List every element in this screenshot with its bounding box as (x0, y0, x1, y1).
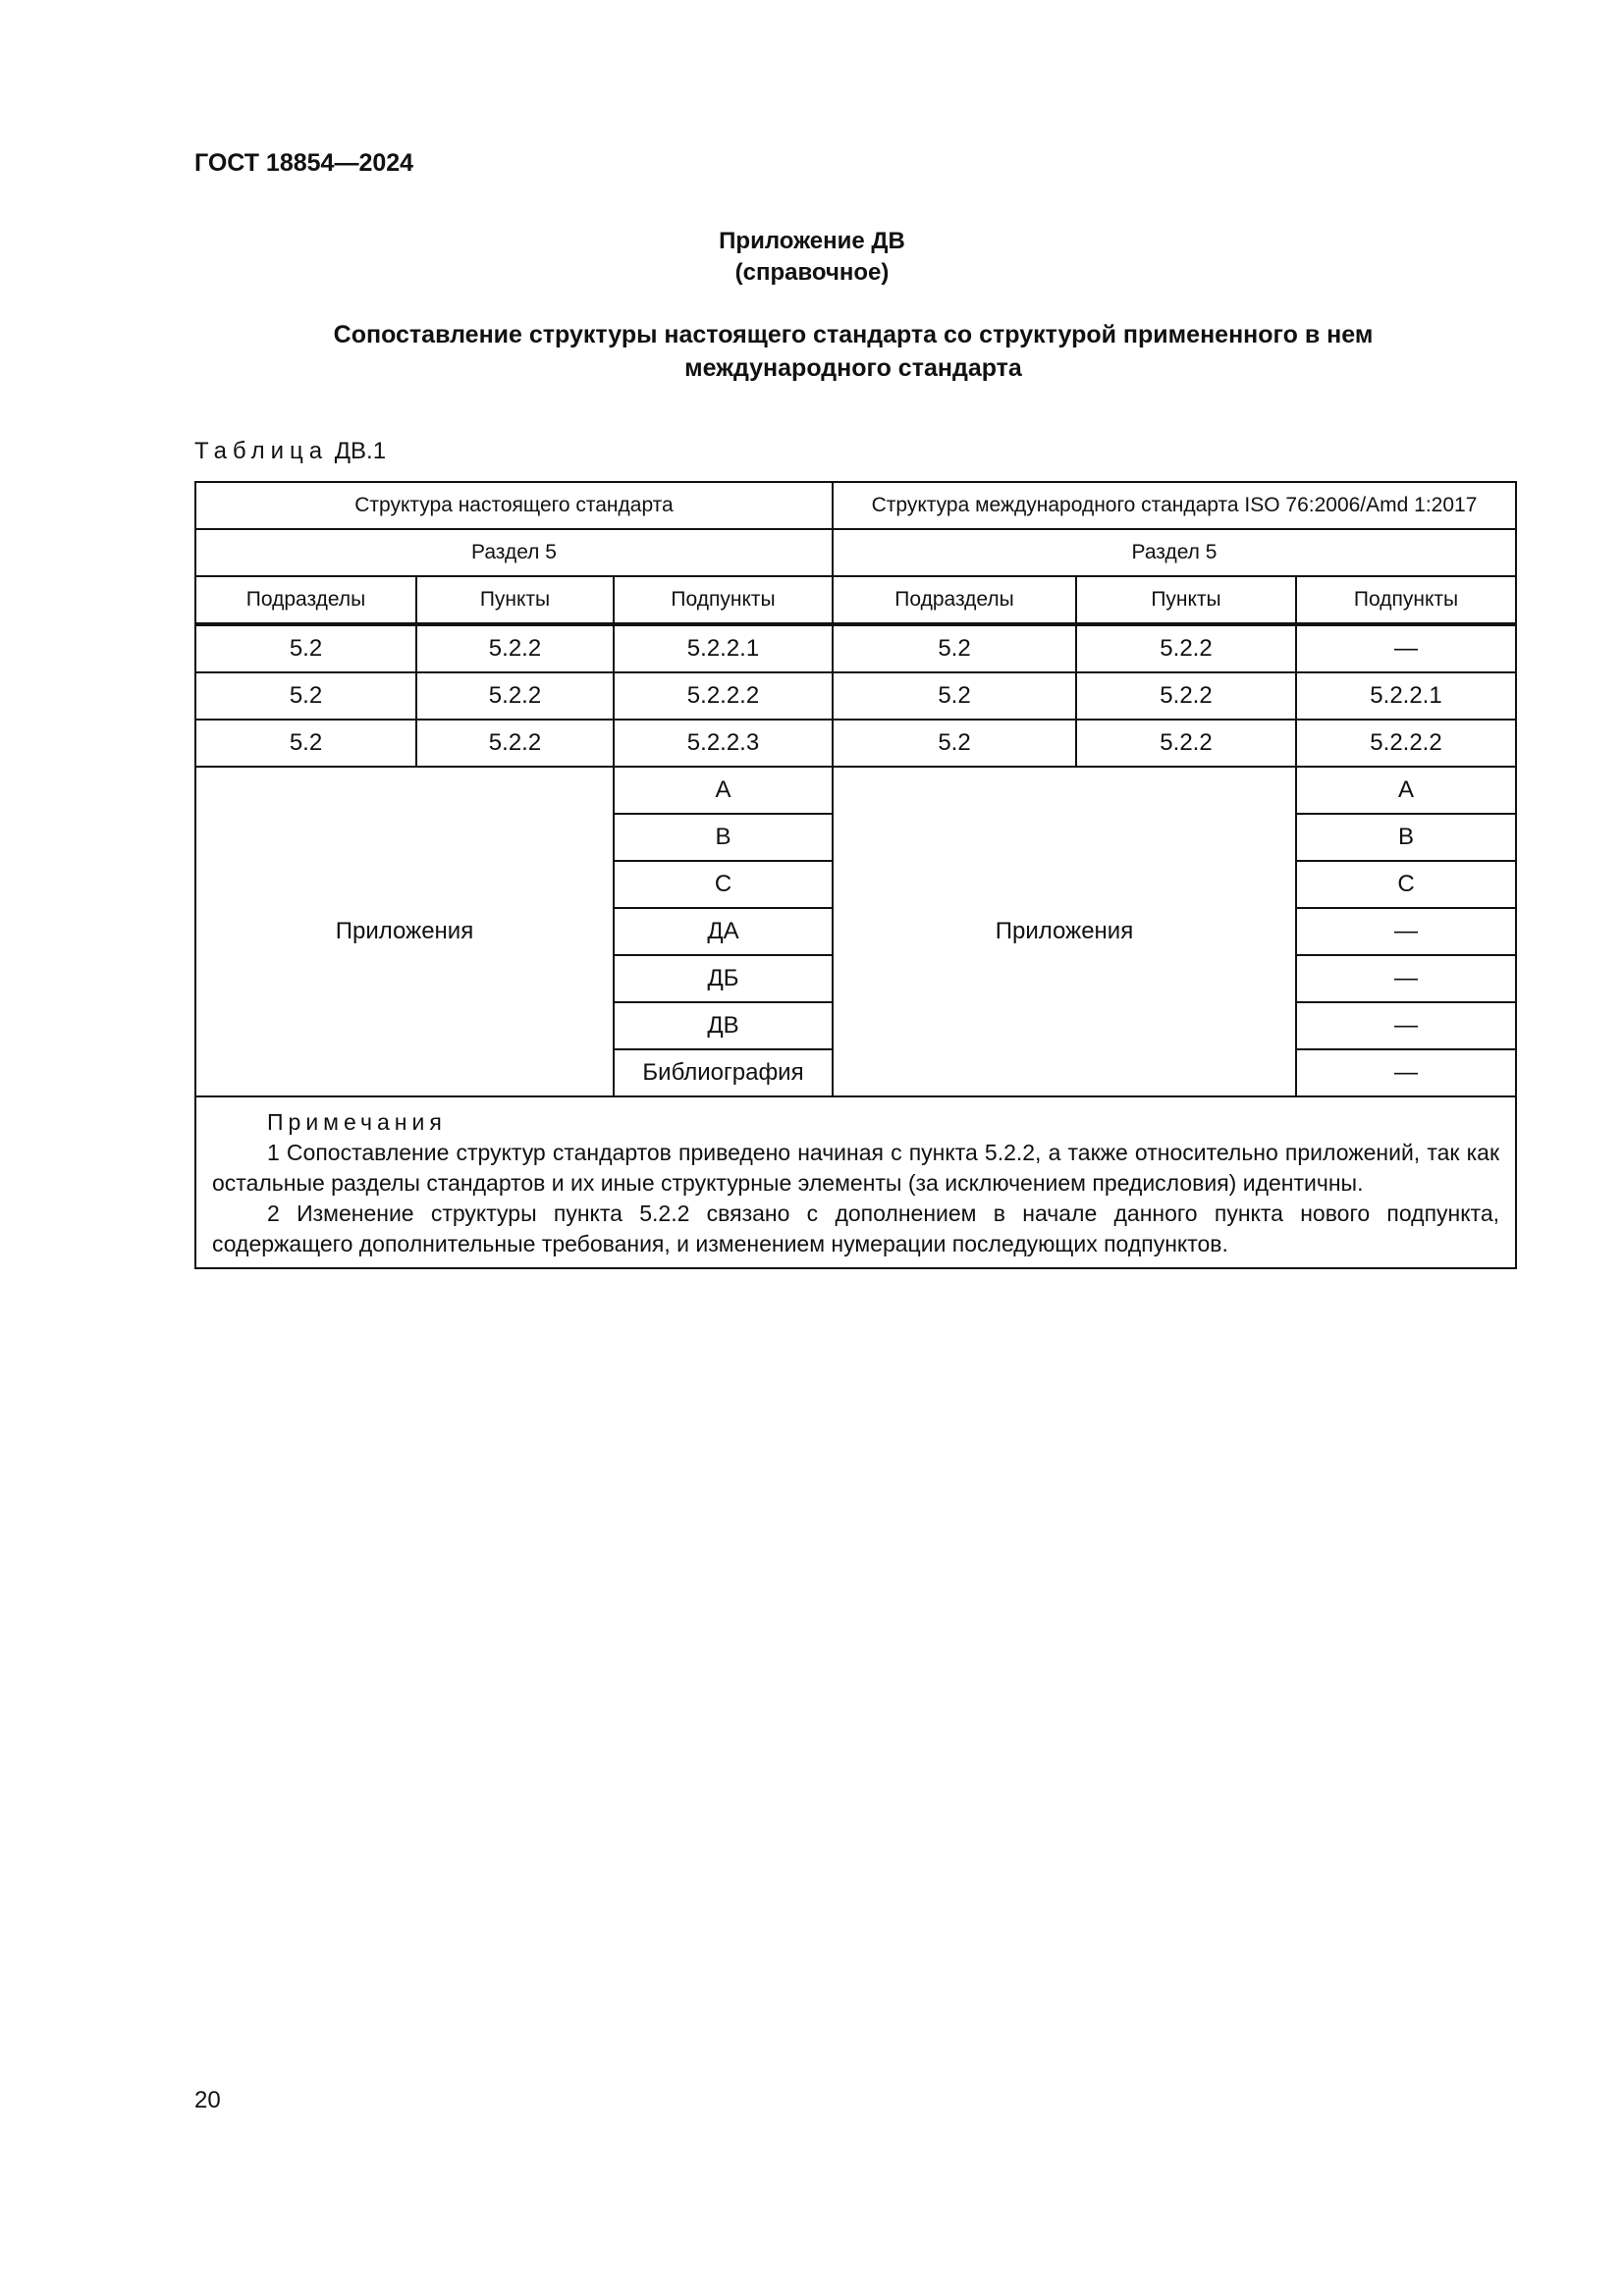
appendix-cell-right: А (1296, 767, 1516, 814)
comparison-table (194, 481, 1517, 1269)
table-cell: 5.2 (833, 624, 1076, 672)
right-structure-header: Структура международного стандарта ISO 76:2006/Amd 1:2017 (833, 482, 1516, 529)
appendix-cell-right: В (1296, 814, 1516, 861)
appendix-cell-left: ДВ (614, 1002, 833, 1049)
main-title (245, 318, 1461, 385)
table-caption-word: Таблица (194, 438, 329, 464)
table-cell: 5.2 (195, 624, 416, 672)
table-cell: 5.2.2 (416, 672, 614, 720)
appendix-cell-left: В (614, 814, 833, 861)
appendix-cell-right: С (1296, 861, 1516, 908)
appendices-label-left: Приложения (195, 767, 614, 1096)
table-cell: 5.2 (833, 672, 1076, 720)
table-cell: 5.2.2 (1076, 720, 1296, 767)
appendix-cell-left: Библиография (614, 1049, 833, 1096)
column-header: Подпункты (614, 576, 833, 624)
table-header-row (195, 482, 1516, 529)
appendix-cell-right: — (1296, 955, 1516, 1002)
appendix-cell-left: ДБ (614, 955, 833, 1002)
note-item: 2 Изменение структуры пункта 5.2.2 связано с дополнением в начале данного пункта нового подпункта, содержащего дополнительные требования, и изменением нумерации последующих подпунктов. (212, 1201, 1500, 1256)
appendix-cell-left: С (614, 861, 833, 908)
main-title-line-2: международного стандарта (684, 354, 1022, 382)
appendix-cell-right: — (1296, 1049, 1516, 1096)
table-row (195, 720, 1516, 767)
notes-row (195, 1096, 1516, 1268)
table-cell: 5.2.2.1 (614, 624, 833, 672)
table-cell: 5.2.2.2 (1296, 720, 1516, 767)
column-header: Пункты (1076, 576, 1296, 624)
table-cell: 5.2 (195, 672, 416, 720)
table-cell: 5.2.2 (1076, 624, 1296, 672)
note-item: 1 Сопоставление структур стандартов приведено начиная с пункта 5.2.2, а также относительно приложений, так как остальные разделы стандартов и их иные структурные элементы (за исключением предисловия) идентичны. (212, 1140, 1500, 1196)
table-columns-row (195, 576, 1516, 624)
table-caption (194, 438, 386, 465)
column-header: Пункты (416, 576, 614, 624)
appendix-title: Приложение ДВ (719, 228, 905, 254)
column-header: Подразделы (195, 576, 416, 624)
appendix-cell-left: ДА (614, 908, 833, 955)
table-cell: 5.2.2.2 (614, 672, 833, 720)
table-cell: 5.2.2 (1076, 672, 1296, 720)
appendix-cell-left: А (614, 767, 833, 814)
column-header: Подпункты (1296, 576, 1516, 624)
appendix-cell-right: — (1296, 1002, 1516, 1049)
document-code: ГОСТ 18854—2024 (194, 149, 414, 177)
table-cell: 5.2 (195, 720, 416, 767)
table-row (195, 672, 1516, 720)
appendices-label-right: Приложения (833, 767, 1296, 1096)
table-cell: 5.2.2 (416, 720, 614, 767)
page-number: 20 (194, 2087, 221, 2113)
table-cell: 5.2.2.3 (614, 720, 833, 767)
left-structure-header: Структура настоящего стандарта (195, 482, 833, 529)
main-title-line-1: Сопоставление структуры настоящего стандарта со структурой примененного в нем (333, 321, 1374, 348)
column-header: Подразделы (833, 576, 1076, 624)
appendix-cell-right: — (1296, 908, 1516, 955)
table-notes (195, 1096, 1516, 1268)
table-caption-number: ДВ.1 (334, 438, 387, 464)
left-section-header: Раздел 5 (195, 529, 833, 576)
appendix-row (195, 767, 1516, 814)
table-cell: 5.2 (833, 720, 1076, 767)
appendix-heading (0, 226, 1624, 289)
table-cell: 5.2.2 (416, 624, 614, 672)
appendix-subtitle: (справочное) (734, 259, 890, 286)
notes-heading: Примечания (267, 1109, 447, 1135)
table-section-row (195, 529, 1516, 576)
table-cell: — (1296, 624, 1516, 672)
right-section-header: Раздел 5 (833, 529, 1516, 576)
table-cell: 5.2.2.1 (1296, 672, 1516, 720)
table-row (195, 624, 1516, 672)
